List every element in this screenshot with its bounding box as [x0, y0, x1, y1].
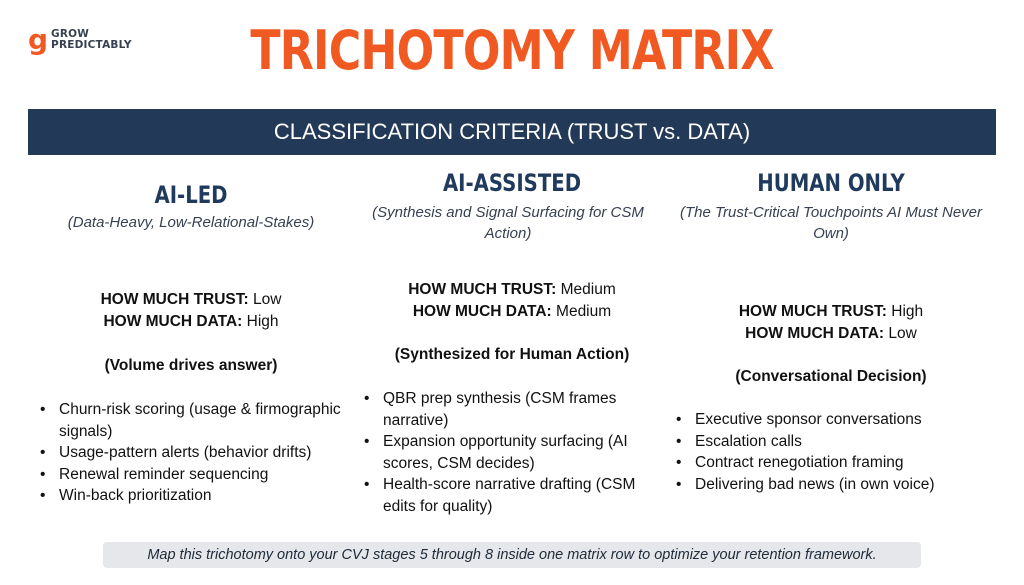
data-label: HOW MUCH DATA:	[412, 303, 552, 320]
logo-mark: g	[28, 23, 49, 56]
data-value: Low	[888, 325, 917, 342]
example-list	[36, 399, 354, 507]
column-human-only	[668, 0, 994, 585]
column-subtitle: (Data-Heavy, Low-Relational-Stakes)	[67, 214, 315, 231]
example-list	[672, 409, 992, 495]
trust-label: HOW MUCH TRUST:	[738, 303, 887, 320]
trust-label: HOW MUCH TRUST:	[100, 291, 249, 308]
logo-line-2: PREDICTABLY	[51, 39, 132, 51]
footer-text: Map this trichotomy onto your CVJ stages 5 through 8 inside one matrix row to optimize your retention framework.	[147, 547, 877, 563]
trust-metric	[354, 279, 670, 301]
column-subtitle: (The Trust-Critical Touchpoints AI Must Never Own)	[679, 204, 983, 242]
criteria-banner-text: CLASSIFICATION CRITERIA (TRUST vs. DATA)	[273, 119, 751, 144]
trust-label: HOW MUCH TRUST:	[408, 281, 557, 298]
list-item: • Delivering bad news (in own voice)	[672, 474, 992, 496]
example-list	[360, 388, 668, 518]
data-metric	[28, 311, 354, 333]
trust-value: High	[891, 303, 924, 320]
list-item: • Contract renegotiation framing	[672, 452, 992, 474]
list-item: • Churn-risk scoring (usage & firmographic signals)	[36, 399, 354, 442]
logo-line-1: GROW	[51, 28, 90, 40]
trust-metric	[668, 301, 994, 323]
trust-metric	[28, 289, 354, 311]
data-metric	[354, 301, 670, 323]
column-heading: AI-LED	[154, 181, 228, 209]
list-item: • Executive sponsor conversations	[672, 409, 992, 431]
page-title: TRICHOTOMY MATRIX	[250, 19, 774, 82]
metrics-block	[354, 279, 670, 323]
data-label: HOW MUCH DATA:	[745, 325, 885, 342]
list-item: • Health-score narrative drafting (CSM edits for quality)	[360, 474, 668, 517]
metrics-block	[668, 301, 994, 345]
trust-value: Medium	[560, 281, 616, 298]
data-label: HOW MUCH DATA:	[103, 313, 243, 330]
column-ai-assisted	[354, 0, 670, 585]
metrics-block	[28, 289, 354, 333]
column-heading: HUMAN ONLY	[757, 169, 905, 197]
list-item: • Win-back prioritization	[36, 485, 354, 507]
trust-value: Low	[252, 291, 282, 308]
list-item: • QBR prep synthesis (CSM frames narrative)	[360, 388, 668, 431]
data-metric	[668, 323, 994, 345]
list-item: • Escalation calls	[672, 431, 992, 453]
data-value: Medium	[556, 303, 612, 320]
decision-mode: (Conversational Decision)	[735, 368, 927, 385]
decision-mode: (Volume drives answer)	[104, 357, 278, 374]
column-ai-led	[28, 0, 354, 585]
column-subtitle: (Synthesis and Signal Surfacing for CSM Action)	[372, 204, 644, 242]
footer-note	[103, 542, 921, 568]
column-heading: AI-ASSISTED	[442, 169, 582, 197]
list-item: • Expansion opportunity surfacing (AI scores, CSM decides)	[360, 431, 668, 474]
list-item: • Usage-pattern alerts (behavior drifts)	[36, 442, 354, 464]
decision-mode: (Synthesized for Human Action)	[394, 346, 630, 363]
data-value: High	[246, 313, 279, 330]
list-item: • Renewal reminder sequencing	[36, 464, 354, 486]
